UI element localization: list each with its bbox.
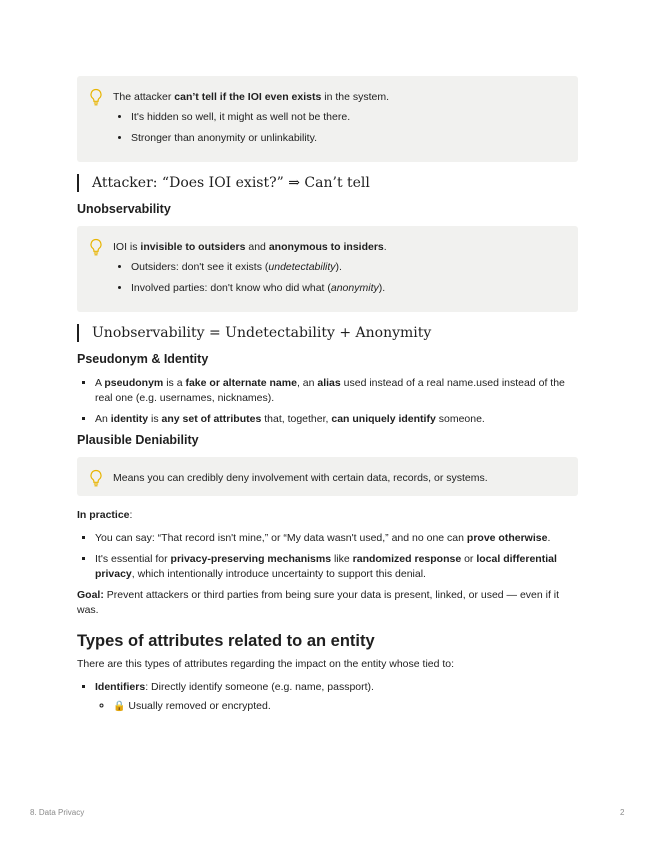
list-item: ▪ You can say: “That record isn't mine,” or “My data wasn't used,” and no one can prove otherwise. <box>95 531 578 546</box>
list-item: ◦ 🔒 Usually removed or encrypted. <box>113 699 578 714</box>
callout-ioi-hidden <box>77 76 578 162</box>
lightbulb-icon <box>89 469 103 487</box>
callout-deniability <box>77 457 578 496</box>
lock-icon: 🔒 <box>113 701 126 712</box>
callout-line: IOI is invisible to outsiders and anonymous to insiders. <box>113 241 387 253</box>
list-item: • Outsiders: don't see it exists (undetectability). <box>131 260 566 275</box>
heading-unobservability: Unobservability <box>77 202 171 216</box>
attribute-types-list <box>77 680 578 714</box>
heading-pseudonym-identity: Pseudonym & Identity <box>77 352 209 366</box>
callout-bullets <box>113 260 566 296</box>
quote-attacker: Attacker: “Does IOI exist?” ⇒ Can’t tell <box>77 174 578 192</box>
in-practice-list <box>77 531 578 582</box>
goal-paragraph: Goal: Prevent attackers or third parties from being sure your data is present, linked, or used — even if it was. <box>77 589 560 616</box>
footer-page-number: 2 <box>620 808 625 817</box>
list-item: • It's hidden so well, it might as well not be there. <box>131 110 566 125</box>
list-item: • Stronger than anonymity or unlinkability. <box>131 131 566 146</box>
lightbulb-icon <box>89 238 103 256</box>
identifier-sub-list <box>95 699 578 714</box>
callout-line: The attacker can’t tell if the IOI even exists in the system. <box>113 91 390 103</box>
list-item: ▪ A pseudonym is a fake or alternate name, an alias used instead of a real name.used instead of the real one (e.g. usernames, nicknames). <box>95 376 578 406</box>
callout-bullets <box>113 110 566 146</box>
attribute-types-intro: There are this types of attributes regarding the impact on the entity whose tied to: <box>77 658 455 670</box>
callout-unobservability <box>77 226 578 312</box>
pseudonym-list <box>77 376 578 427</box>
list-item: ▪ It's essential for privacy-preserving mechanisms like randomized response or local differential privacy, which intentionally introduce uncertainty to support this denial. <box>95 552 578 582</box>
lightbulb-icon <box>89 88 103 106</box>
footer-section-title: 8. Data Privacy <box>30 808 85 817</box>
list-item: ▪ Identifiers: Directly identify someone (e.g. name, passport). ◦ 🔒 Usually removed or encrypted. <box>95 680 578 714</box>
document-body <box>77 76 578 720</box>
in-practice-label: In practice: <box>77 509 133 521</box>
list-item: • Involved parties: don't know who did what (anonymity). <box>131 281 566 296</box>
heading-attribute-types: Types of attributes related to an entity <box>77 632 375 650</box>
list-item: ▪ An identity is any set of attributes that, together, can uniquely identify someone. <box>95 412 578 427</box>
quote-unobservability-formula: Unobservability = Undetectability + Anonymity <box>77 324 578 342</box>
callout-line: Means you can credibly deny involvement with certain data, records, or systems. <box>113 472 488 484</box>
heading-plausible-deniability: Plausible Deniability <box>77 433 199 447</box>
